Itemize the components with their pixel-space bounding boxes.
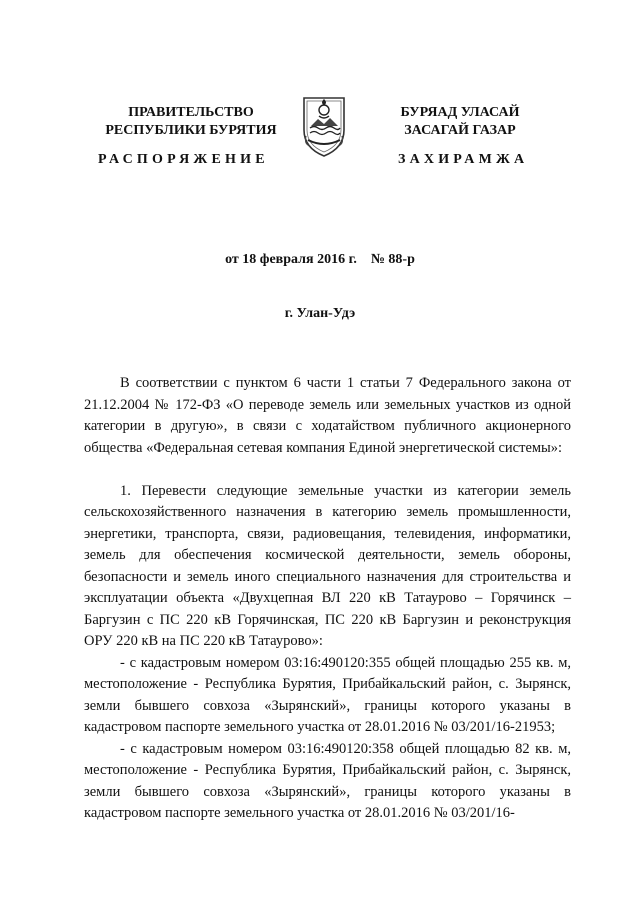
date-and-number: от 18 февраля 2016 г. № 88-р bbox=[225, 252, 415, 267]
header-right bbox=[375, 104, 545, 140]
item-1-paragraph: 1. Перевести следующие земельные участки из категории земель сельскохозяйственного назначения в категорию земель промышленности, энергетики, транспорта, связи, радиовещания, телевидения, информатики, земель для обеспечения космической деятельности, земель обороны, безопасности и земель иного специального назначения для строительства и эксплуатации объекта «Двухцепная ВЛ 220 кВ Татаурово – Горячинск – Баргузин с ПС 220 кВ Горячинская, ПС 220 кВ Баргузин и реконструкция ОРУ 220 кВ на ПС 220 кВ Татаурово»: bbox=[84, 482, 571, 649]
plot-2-paragraph: - с кадастровым номером 03:16:490120:358 общей площадью 82 кв. м, местоположение - Республика Бурятия, Прибайкальский район, с. Зырянск, земли бывшего совхоза «Зырянский», границы которого указаны в кадастровом паспорте земельного участка от 28.01.2016 № 03/201/16- bbox=[84, 740, 571, 821]
government-title-line1: ПРАВИТЕЛЬСТВО bbox=[128, 105, 254, 120]
intro-paragraph: В соответствии с пунктом 6 части 1 статьи 7 Федерального закона от 21.12.2004 № 172-ФЗ «О переводе земель или земельных участков из одной категории в другую», в связи с ходатайством публичного акционерного общества «Федеральная сетевая компания Единой энергетической системы»: bbox=[84, 375, 571, 456]
government-title-buryat-line2: ЗАСАГАЙ ГАЗАР bbox=[404, 123, 516, 138]
header-left bbox=[96, 104, 286, 140]
government-title-buryat-line1: БУРЯАД УЛАСАЙ bbox=[400, 105, 520, 120]
document-type-buryat: ЗАХИРАМЖА bbox=[398, 152, 529, 167]
plot-1-paragraph: - с кадастровым номером 03:16:490120:355 общей площадью 255 кв. м, местоположение - Республика Бурятия, Прибайкальский район, с. Зырянск, земли бывшего совхоза «Зырянский», границы которого указаны в кадастровом паспорте земельного участка от 28.01.2016 № 03/201/16-21953; bbox=[84, 654, 571, 735]
document-type-russian: РАСПОРЯЖЕНИЕ bbox=[98, 152, 269, 167]
government-title-line2: РЕСПУБЛИКИ БУРЯТИЯ bbox=[105, 123, 277, 138]
emblem-icon bbox=[298, 90, 350, 158]
document-body bbox=[84, 373, 571, 825]
city: г. Улан-Удэ bbox=[284, 306, 356, 321]
paragraph-gap bbox=[84, 459, 571, 481]
